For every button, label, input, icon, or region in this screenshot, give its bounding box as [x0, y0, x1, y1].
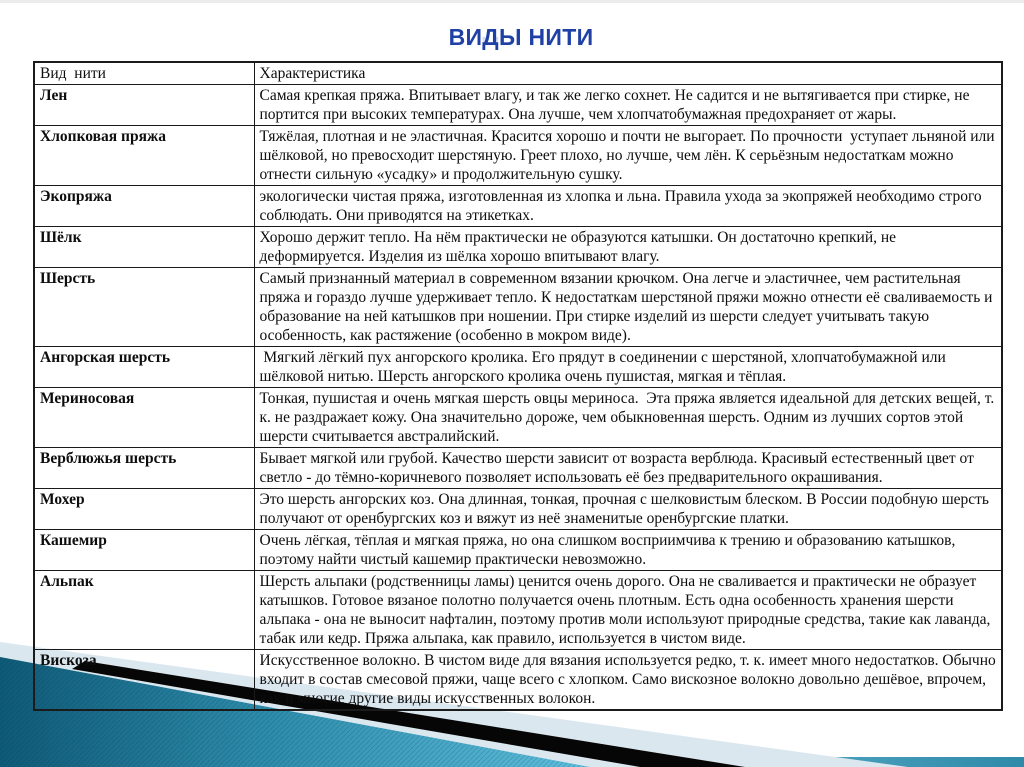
- thread-type-cell: Мериносовая: [34, 388, 254, 448]
- thread-type-cell: Ангорская шерсть: [34, 347, 254, 388]
- thread-type-cell: Вискоза: [34, 650, 254, 711]
- table-row: [34, 126, 1002, 186]
- thread-description-cell: Тонкая, пушистая и очень мягкая шерсть овцы мериноса. Эта пряжа является идеальной для детских вещей, т. к. не раздражает кожу. Она значительно дороже, чем обыкновенная шерсть. Одним из лучших сортов этой шерсти считывается австралийский.: [254, 388, 1002, 448]
- table-row: [34, 489, 1002, 530]
- thread-type-cell: Шёлк: [34, 227, 254, 268]
- thread-description-cell: Мягкий лёгкий пух ангорского кролика. Его прядут в соединении с шерстяной, хлопчатобумажной или шёлковой нитью. Шерсть ангорского кролика очень пушистая, мягкая и тёплая.: [254, 347, 1002, 388]
- thread-type-cell: Лен: [34, 85, 254, 126]
- thread-type-cell: Мохер: [34, 489, 254, 530]
- slide-top-edge: [0, 0, 1024, 3]
- table-row: [34, 388, 1002, 448]
- thread-description-cell: Очень лёгкая, тёплая и мягкая пряжа, но она слишком восприимчива к трению и образованию катышков, поэтому найти чистый кашемир практически невозможно.: [254, 530, 1002, 571]
- thread-description-cell: экологически чистая пряжа, изготовленная из хлопка и льна. Правила ухода за экопряжей необходимо строго соблюдать. Они приводятся на этикетках.: [254, 186, 1002, 227]
- table-row: [34, 448, 1002, 489]
- table-row: [34, 530, 1002, 571]
- table-row: [34, 650, 1002, 711]
- table-row: [34, 85, 1002, 126]
- thread-type-cell: Хлопковая пряжа: [34, 126, 254, 186]
- thread-description-cell: Это шерсть ангорских коз. Она длинная, тонкая, прочная с шелковистым блеском. В России подобную шерсть получают от оренбургских коз и вяжут из неё знаменитые оренбургские платки.: [254, 489, 1002, 530]
- column-header-characteristic: Характеристика: [254, 62, 1002, 85]
- table-row: [34, 347, 1002, 388]
- table-row: [34, 186, 1002, 227]
- thread-type-cell: Шерсть: [34, 268, 254, 347]
- table-header-row: [34, 62, 1002, 85]
- table-row: [34, 571, 1002, 650]
- thread-type-cell: Экопряжа: [34, 186, 254, 227]
- thread-description-cell: Самый признанный материал в современном вязании крючком. Она легче и эластичнее, чем растительная пряжа и гораздо лучше удерживает тепло. К недостаткам шерстяной пряжи можно отнести её сваливаемость и образование на ней катышков при ношении. При стирке изделий из шерсти следует учитывать такую особенность, как растяжение (особенно в мокром виде).: [254, 268, 1002, 347]
- thread-description-cell: Тяжёлая, плотная и не эластичная. Красится хорошо и почти не выгорает. По прочности уступает льняной или шёлковой, но превосходит шерстяную. Греет плохо, но лучше, чем лён. К серьёзным недостаткам можно отнести сильную «усадку» и продолжительную сушку.: [254, 126, 1002, 186]
- thread-types-table: [33, 61, 1003, 711]
- thread-description-cell: Бывает мягкой или грубой. Качество шерсти зависит от возраста верблюда. Красивый естественный цвет от светло - до тёмно-коричневого позволяет использовать её без предварительного окрашивания.: [254, 448, 1002, 489]
- thread-type-cell: Кашемир: [34, 530, 254, 571]
- thread-description-cell: Хорошо держит тепло. На нём практически не образуются катышки. Он достаточно крепкий, не деформируется. Изделия из шёлка хорошо впитывают влагу.: [254, 227, 1002, 268]
- thread-type-cell: Альпак: [34, 571, 254, 650]
- column-header-thread-type: Вид нити: [34, 62, 254, 85]
- slide-title: ВИДЫ НИТИ: [448, 24, 594, 50]
- thread-description-cell: Самая крепкая пряжа. Впитывает влагу, и так же легко сохнет. Не садится и не вытягивается при стирке, не портится при высоких температурах. Она лучше, чем хлопчатобумажная предохраняет от жары.: [254, 85, 1002, 126]
- thread-description-cell: Шерсть альпаки (родственницы ламы) ценится очень дорого. Она не сваливается и практически не образует катышков. Готовое вязаное полотно получается очень плотным. Есть одна особенность хранения шерсти альпака - она не выносит нафталин, поэтому против моли используют природные средства, такие как лаванда, табак или кедр. Пряжа альпака, как правило, используется в чистом виде.: [254, 571, 1002, 650]
- thread-description-cell: Искусственное волокно. В чистом виде для вязания используется редко, т. к. имеет много недостатков. Обычно входит в состав смесовой пряжи, чаще всего с хлопком. Само вискозное волокно довольно дешёвое, впрочем, как и многие другие виды искусственных волокон.: [254, 650, 1002, 711]
- thread-type-cell: Верблюжья шерсть: [34, 448, 254, 489]
- table-row: [34, 268, 1002, 347]
- table-row: [34, 227, 1002, 268]
